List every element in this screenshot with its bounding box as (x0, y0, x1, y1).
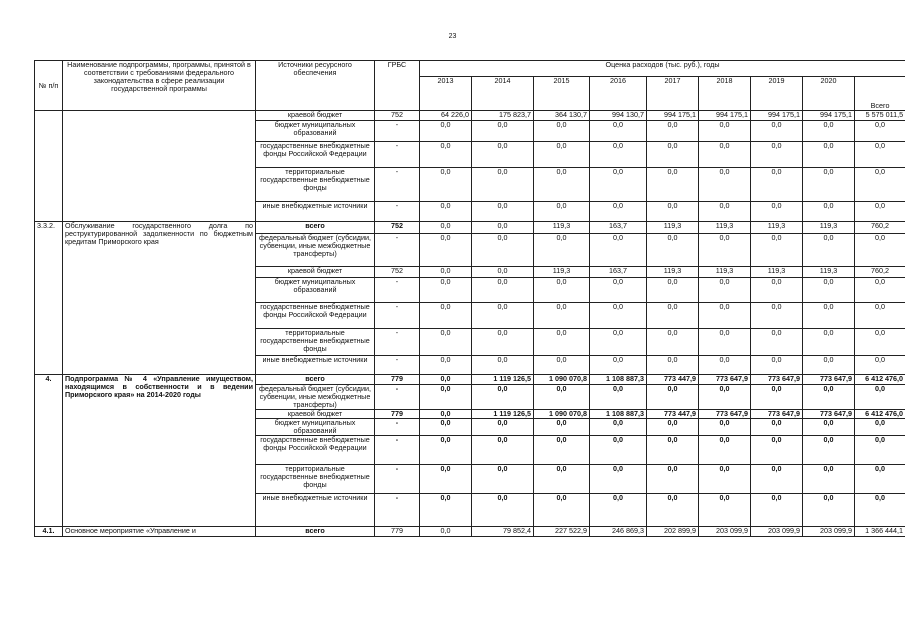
grbs-cell: - (375, 385, 420, 410)
grbs-cell: - (375, 465, 420, 494)
value-cell: 0,0 (647, 234, 699, 267)
item-name: Подпрограмма № 4 «Управление имуществом, находящимся в собственности и в ведении Приморского края» на 2014-2020 годы (63, 375, 256, 527)
value-cell: 0,0 (699, 356, 751, 375)
value-cell: 0,0 (420, 419, 472, 436)
value-cell: 0,0 (472, 303, 534, 329)
source-label: бюджет муниципальных образований (256, 419, 375, 436)
value-cell: 0,0 (472, 222, 534, 234)
source-label: всего (256, 222, 375, 234)
header-year: 2018 (699, 77, 751, 111)
value-cell: 0,0 (699, 278, 751, 303)
source-label: иные внебюджетные источники (256, 202, 375, 222)
value-cell: 119,3 (647, 267, 699, 278)
value-cell: 0,0 (590, 168, 647, 202)
header-year: 2017 (647, 77, 699, 111)
value-cell: 0,0 (647, 385, 699, 410)
header-grbs: ГРБС (375, 61, 420, 111)
value-cell: 119,3 (803, 222, 855, 234)
value-cell: 0,0 (590, 278, 647, 303)
value-cell: 994 175,1 (699, 111, 751, 121)
grbs-cell: - (375, 121, 420, 142)
header-estimate: Оценка расходов (тыс. руб.), годы (420, 61, 905, 77)
value-cell: 773 647,9 (803, 375, 855, 385)
row-number: 4.1. (35, 527, 63, 537)
source-label: территориальные государственные внебюджетные фонды (256, 329, 375, 356)
value-cell: 0,0 (647, 419, 699, 436)
value-cell: 0,0 (590, 202, 647, 222)
value-cell: 0,0 (751, 121, 803, 142)
value-cell: 0,0 (699, 234, 751, 267)
value-cell: 0,0 (590, 356, 647, 375)
value-cell: 0,0 (534, 419, 590, 436)
source-label: государственные внебюджетные фонды Российской Федерации (256, 142, 375, 168)
value-cell: 0,0 (647, 202, 699, 222)
value-cell: 0,0 (699, 142, 751, 168)
value-cell: 0,0 (590, 494, 647, 527)
value-cell: 0,0 (647, 142, 699, 168)
source-label: бюджет муниципальных образований (256, 278, 375, 303)
source-label: государственные внебюджетные фонды Российской Федерации (256, 303, 375, 329)
value-cell: 0,0 (803, 234, 855, 267)
value-cell: 203 099,9 (699, 527, 751, 537)
value-cell: 0,0 (855, 436, 905, 465)
value-cell: 119,3 (534, 267, 590, 278)
header-year: 2019 (751, 77, 803, 111)
value-cell: 773 647,9 (699, 375, 751, 385)
value-cell: 0,0 (590, 385, 647, 410)
header-year: 2013 (420, 77, 472, 111)
value-cell: 0,0 (751, 465, 803, 494)
value-cell: 1 108 887,3 (590, 375, 647, 385)
value-cell: 773 447,9 (647, 410, 699, 419)
value-cell: 0,0 (751, 202, 803, 222)
value-cell: 994 175,1 (647, 111, 699, 121)
value-cell: 0,0 (803, 168, 855, 202)
value-cell: 0,0 (472, 494, 534, 527)
value-cell: 0,0 (534, 303, 590, 329)
source-label: краевой бюджет (256, 111, 375, 121)
value-cell: 0,0 (420, 267, 472, 278)
value-cell: 0,0 (590, 465, 647, 494)
value-cell: 0,0 (472, 202, 534, 222)
value-cell: 0,0 (472, 168, 534, 202)
value-cell: 0,0 (855, 465, 905, 494)
value-cell: 175 823,7 (472, 111, 534, 121)
value-cell: 0,0 (472, 121, 534, 142)
value-cell: 0,0 (647, 278, 699, 303)
value-cell: 0,0 (855, 168, 905, 202)
value-cell: 0,0 (420, 278, 472, 303)
grbs-cell: 752 (375, 267, 420, 278)
value-cell: 0,0 (472, 436, 534, 465)
grbs-cell: - (375, 202, 420, 222)
value-cell: 0,0 (647, 356, 699, 375)
value-cell: 0,0 (420, 385, 472, 410)
value-cell: 1 119 126,5 (472, 375, 534, 385)
value-cell: 0,0 (420, 410, 472, 419)
value-cell: 119,3 (751, 222, 803, 234)
value-cell: 0,0 (699, 303, 751, 329)
value-cell: 0,0 (420, 234, 472, 267)
value-cell: 0,0 (590, 436, 647, 465)
value-cell: 0,0 (647, 494, 699, 527)
value-cell: 0,0 (699, 436, 751, 465)
value-cell: 6 412 476,0 (855, 375, 905, 385)
value-cell: 0,0 (590, 142, 647, 168)
value-cell: 0,0 (751, 142, 803, 168)
value-cell: 0,0 (420, 202, 472, 222)
value-cell: 773 647,9 (803, 410, 855, 419)
value-cell: 1 108 887,3 (590, 410, 647, 419)
grbs-cell: - (375, 278, 420, 303)
value-cell: 0,0 (855, 142, 905, 168)
value-cell: 0,0 (420, 142, 472, 168)
value-cell: 0,0 (803, 278, 855, 303)
value-cell: 0,0 (855, 303, 905, 329)
value-cell: 0,0 (590, 121, 647, 142)
value-cell: 0,0 (751, 494, 803, 527)
header-sources: Источники ресурсного обеспечения (256, 61, 375, 111)
value-cell: 773 647,9 (751, 375, 803, 385)
value-cell: 0,0 (751, 436, 803, 465)
value-cell: 0,0 (803, 436, 855, 465)
value-cell: 0,0 (534, 234, 590, 267)
value-cell: 79 852,4 (472, 527, 534, 537)
value-cell: 0,0 (803, 121, 855, 142)
value-cell: 0,0 (472, 278, 534, 303)
value-cell: 0,0 (534, 494, 590, 527)
value-cell: 0,0 (803, 385, 855, 410)
value-cell: 0,0 (855, 121, 905, 142)
value-cell: 0,0 (534, 168, 590, 202)
value-cell: 163,7 (590, 267, 647, 278)
value-cell: 0,0 (420, 303, 472, 329)
value-cell: 0,0 (699, 168, 751, 202)
value-cell: 5 575 011,5 (855, 111, 905, 121)
grbs-cell: - (375, 494, 420, 527)
value-cell: 0,0 (803, 419, 855, 436)
source-label: территориальные государственные внебюджетные фонды (256, 465, 375, 494)
value-cell: 0,0 (647, 121, 699, 142)
value-cell: 0,0 (855, 356, 905, 375)
value-cell: 0,0 (420, 222, 472, 234)
value-cell: 119,3 (803, 267, 855, 278)
source-label: иные внебюджетные источники (256, 356, 375, 375)
value-cell: 64 226,0 (420, 111, 472, 121)
value-cell: 6 412 476,0 (855, 410, 905, 419)
grbs-cell: - (375, 142, 420, 168)
source-label: территориальные государственные внебюджетные фонды (256, 168, 375, 202)
value-cell: 0,0 (420, 121, 472, 142)
value-cell: 0,0 (534, 121, 590, 142)
value-cell: 0,0 (420, 494, 472, 527)
value-cell: 0,0 (647, 168, 699, 202)
value-cell: 0,0 (751, 234, 803, 267)
value-cell: 0,0 (855, 202, 905, 222)
value-cell: 0,0 (855, 278, 905, 303)
value-cell: 246 869,3 (590, 527, 647, 537)
value-cell: 0,0 (534, 202, 590, 222)
grbs-cell: 779 (375, 375, 420, 385)
value-cell: 0,0 (590, 303, 647, 329)
grbs-cell: - (375, 329, 420, 356)
table-row (35, 375, 905, 385)
value-cell: 0,0 (751, 329, 803, 356)
grbs-cell: 752 (375, 111, 420, 121)
value-cell: 0,0 (803, 465, 855, 494)
value-cell: 0,0 (472, 329, 534, 356)
value-cell: 0,0 (420, 168, 472, 202)
value-cell: 0,0 (472, 142, 534, 168)
source-label: иные внебюджетные источники (256, 494, 375, 527)
value-cell: 0,0 (751, 303, 803, 329)
header-total: Всего (855, 77, 905, 111)
value-cell: 773 647,9 (751, 410, 803, 419)
grbs-cell: - (375, 303, 420, 329)
value-cell: 0,0 (699, 121, 751, 142)
value-cell: 1 366 444,1 (855, 527, 905, 537)
value-cell: 0,0 (420, 436, 472, 465)
value-cell: 994 175,1 (803, 111, 855, 121)
value-cell: 0,0 (699, 385, 751, 410)
source-label: бюджет муниципальных образований (256, 121, 375, 142)
source-label: краевой бюджет (256, 267, 375, 278)
value-cell: 0,0 (751, 168, 803, 202)
value-cell: 0,0 (855, 329, 905, 356)
value-cell: 0,0 (472, 385, 534, 410)
value-cell: 203 099,9 (751, 527, 803, 537)
value-cell: 0,0 (751, 385, 803, 410)
value-cell: 364 130,7 (534, 111, 590, 121)
value-cell: 0,0 (420, 527, 472, 537)
header-name: Наименование подпрограммы, программы, принятой в соответствии с требованиями федерального законодательства в сфере реализации государственной программы (63, 61, 256, 111)
value-cell: 119,3 (534, 222, 590, 234)
header-num: № п/п (35, 61, 63, 111)
grbs-cell: - (375, 419, 420, 436)
value-cell: 0,0 (420, 356, 472, 375)
budget-table (34, 60, 905, 537)
value-cell: 0,0 (472, 356, 534, 375)
value-cell: 0,0 (534, 385, 590, 410)
value-cell: 0,0 (420, 465, 472, 494)
source-label: федеральный бюджет (субсидии, субвенции, иные межбюджетные трансферты) (256, 385, 375, 410)
row-number: 3.3.2. (35, 222, 63, 375)
grbs-cell: - (375, 436, 420, 465)
value-cell: 773 647,9 (699, 410, 751, 419)
header-year: 2014 (472, 77, 534, 111)
value-cell: 119,3 (647, 222, 699, 234)
value-cell: 0,0 (803, 202, 855, 222)
header-year: 2016 (590, 77, 647, 111)
value-cell: 1 090 070,8 (534, 410, 590, 419)
value-cell: 0,0 (803, 329, 855, 356)
value-cell: 0,0 (803, 494, 855, 527)
table-row (35, 527, 905, 537)
value-cell: 0,0 (590, 329, 647, 356)
item-name: Обслуживание государственного долга по реструктурированной задолженности по бюджетным кредитам Приморского края (63, 222, 256, 375)
source-label: всего (256, 527, 375, 537)
value-cell: 760,2 (855, 222, 905, 234)
value-cell: 0,0 (534, 329, 590, 356)
value-cell: 0,0 (534, 436, 590, 465)
value-cell: 0,0 (534, 465, 590, 494)
value-cell: 760,2 (855, 267, 905, 278)
value-cell: 994 175,1 (751, 111, 803, 121)
value-cell: 0,0 (472, 234, 534, 267)
grbs-cell: - (375, 356, 420, 375)
source-label: краевой бюджет (256, 410, 375, 419)
value-cell: 0,0 (855, 385, 905, 410)
table-row (35, 111, 905, 121)
value-cell: 0,0 (472, 419, 534, 436)
header-year: 2020 (803, 77, 855, 111)
value-cell: 0,0 (855, 494, 905, 527)
value-cell: 0,0 (590, 419, 647, 436)
grbs-cell: 779 (375, 527, 420, 537)
value-cell: 0,0 (590, 234, 647, 267)
value-cell: 0,0 (751, 278, 803, 303)
value-cell: 0,0 (803, 303, 855, 329)
value-cell: 227 522,9 (534, 527, 590, 537)
grbs-cell: 779 (375, 410, 420, 419)
page-number: 23 (448, 33, 457, 40)
value-cell: 0,0 (534, 142, 590, 168)
value-cell: 0,0 (647, 465, 699, 494)
value-cell: 1 090 070,8 (534, 375, 590, 385)
value-cell: 0,0 (855, 234, 905, 267)
value-cell: 119,3 (751, 267, 803, 278)
row-number: 4. (35, 375, 63, 527)
header-year: 2015 (534, 77, 590, 111)
value-cell: 119,3 (699, 222, 751, 234)
value-cell: 0,0 (534, 356, 590, 375)
value-cell: 0,0 (699, 202, 751, 222)
value-cell: 0,0 (699, 419, 751, 436)
value-cell: 0,0 (699, 494, 751, 527)
value-cell: 0,0 (472, 465, 534, 494)
table-row (35, 222, 905, 234)
value-cell: 163,7 (590, 222, 647, 234)
value-cell: 119,3 (699, 267, 751, 278)
item-name: Основное мероприятие «Управление и (63, 527, 256, 537)
value-cell: 202 899,9 (647, 527, 699, 537)
value-cell: 0,0 (751, 356, 803, 375)
value-cell: 0,0 (855, 419, 905, 436)
value-cell: 0,0 (420, 375, 472, 385)
source-label: всего (256, 375, 375, 385)
value-cell: 0,0 (472, 267, 534, 278)
value-cell: 0,0 (420, 329, 472, 356)
value-cell: 0,0 (647, 436, 699, 465)
grbs-cell: - (375, 234, 420, 267)
value-cell: 0,0 (751, 419, 803, 436)
source-label: государственные внебюджетные фонды Российской Федерации (256, 436, 375, 465)
value-cell: 0,0 (803, 356, 855, 375)
value-cell: 0,0 (699, 329, 751, 356)
value-cell: 0,0 (803, 142, 855, 168)
value-cell: 203 099,9 (803, 527, 855, 537)
value-cell: 0,0 (647, 303, 699, 329)
grbs-cell: - (375, 168, 420, 202)
value-cell: 0,0 (699, 465, 751, 494)
source-label: федеральный бюджет (субсидии, субвенции, иные межбюджетные трансферты) (256, 234, 375, 267)
value-cell: 994 130,7 (590, 111, 647, 121)
value-cell: 0,0 (534, 278, 590, 303)
value-cell: 1 119 126,5 (472, 410, 534, 419)
value-cell: 0,0 (647, 329, 699, 356)
value-cell: 773 447,9 (647, 375, 699, 385)
grbs-cell: 752 (375, 222, 420, 234)
